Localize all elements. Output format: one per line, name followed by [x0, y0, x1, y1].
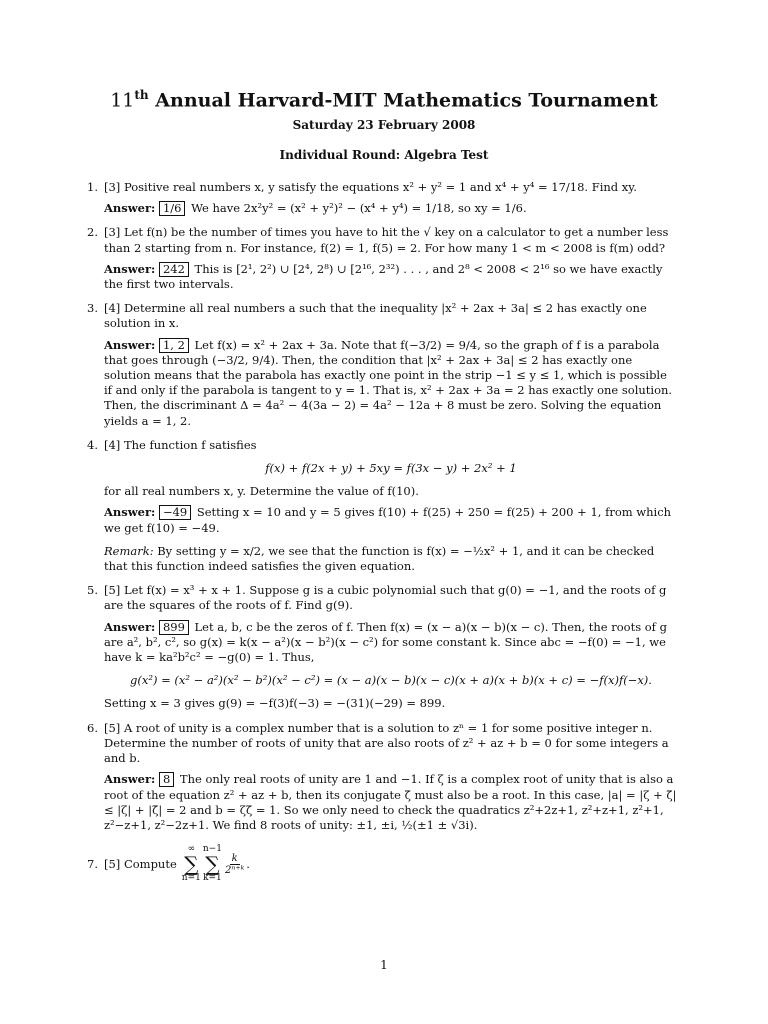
answer-label: Answer:	[104, 619, 156, 634]
answer-box: −49	[159, 505, 191, 520]
problem-statement: [3] Positive real numbers x, y satisfy the equations x² + y² = 1 and x⁴ + y⁴ = 17/18. Find xy.	[104, 180, 637, 194]
answer-conclusion: Setting x = 3 gives g(9) = −f(3)f(−3) = −(31)(−29) = 899.	[104, 696, 446, 711]
answer-block	[104, 338, 678, 429]
page-number: 1	[380, 958, 388, 972]
outer-sum	[182, 845, 201, 883]
answer-explanation: This is [2¹, 2²) ∪ [2⁴, 2⁸) ∪ [2¹⁶, 2³²) . . . , and 2⁸ < 2008 < 2¹⁶ so we have exactly the first two intervals.	[104, 261, 663, 292]
problem-statement: [3] Let f(n) be the number of times you have to hit the √ key on a calculator to get a number less than 2 starting from n. For instance, f(2) = 1, f(5) = 2. For how many 1 < m < 2008 is f(m) odd?	[104, 225, 669, 255]
display-equation: f(x) + f(2x + y) + 5xy = f(3x − y) + 2x² + 1	[265, 461, 517, 476]
answer-explanation: Let a, b, c be the zeros of f. Then f(x) = (x − a)(x − b)(x − c). Then, the roots of g are a², b², c², so g(x) = k(x − a²)(x − b²)(x − c²) for some constant k. Since abc = −f(0) = −1, we have k = ka²b²c² = −g(0) = 1. Thus,	[104, 619, 667, 665]
sigma-icon: ∑	[184, 852, 199, 877]
problems-list	[87, 180, 678, 892]
answer-label: Answer:	[104, 201, 156, 216]
answer-box: 1/6	[159, 201, 186, 216]
inner-sum-lower: k=1	[203, 873, 222, 884]
problem-statement: [5] A root of unity is a complex number that is a solution to zⁿ = 1 for some positive integer n. Determine the number of roots of unity that are also roots of z² + az + b = 0 for some integers a and b.	[104, 720, 669, 766]
answer-label: Answer:	[104, 505, 156, 520]
inner-sum-upper: n−1	[202, 844, 222, 855]
problem-2	[87, 225, 678, 292]
problem-4	[87, 437, 678, 574]
answer-box: 899	[159, 620, 189, 635]
fraction-numerator: k	[231, 852, 238, 864]
remark-block	[104, 544, 678, 574]
answer-block	[104, 262, 678, 292]
problem-number: 1.	[87, 180, 98, 194]
answer-block	[104, 620, 678, 666]
answer-explanation: We have 2x²y² = (x² + y²)² − (x⁴ + y⁴) = 1/18, so xy = 1/6.	[191, 201, 527, 216]
answer-explanation: Setting x = 10 and y = 5 gives f(10) + f(25) + 250 = f(25) + 200 + 1, from which we get f(10) = −49.	[104, 505, 672, 535]
problem-6	[87, 720, 678, 833]
problem-number: 5.	[87, 583, 98, 598]
problem-3	[87, 301, 678, 429]
answer-box: 8	[159, 772, 174, 787]
problem-statement: [4] Determine all real numbers a such that the inequality |x² + 2ax + 3a| ≤ 2 has exactly one solution in x.	[104, 301, 647, 331]
answer-label: Answer:	[104, 261, 156, 276]
problem-7	[87, 844, 678, 884]
problem-number: 6.	[87, 720, 98, 735]
display-equation: g(x²) = (x² − a²)(x² − b²)(x² − c²) = (x − a)(x − b)(x − c)(x + a)(x + b)(x + c) = −f(x)f(−x).	[130, 673, 652, 688]
event-date: Saturday 23 February 2008	[292, 118, 476, 132]
problem-5	[87, 583, 678, 711]
title-text: Annual Harvard-MIT Mathematics Tournament	[148, 89, 658, 112]
remark-label: Remark:	[104, 543, 154, 558]
problem-number: 2.	[87, 225, 98, 240]
problem-number: 3.	[87, 301, 98, 316]
problem-1	[87, 180, 678, 216]
answer-block	[104, 201, 678, 216]
answer-block	[104, 505, 678, 535]
outer-sum-upper: ∞	[187, 844, 196, 855]
title-number: 11	[110, 89, 135, 112]
page-title	[0, 88, 768, 111]
problem-number: 4.	[87, 437, 98, 452]
problem-statement-continued: for all real numbers x, y. Determine the value of f(10).	[104, 484, 419, 499]
remark-text: By setting y = x/2, we see that the function is f(x) = −½x² + 1, and it can be checked that this function indeed satisfies the given equation.	[104, 543, 655, 574]
problem-number: 7.	[87, 857, 98, 872]
problem-statement	[104, 845, 678, 883]
fraction-denominator: 2ⁿ⁺ᵏ	[224, 864, 245, 876]
double-summation	[181, 845, 250, 883]
outer-sum-lower: n=1	[181, 873, 201, 884]
summand-fraction	[225, 853, 244, 876]
answer-block	[104, 772, 678, 833]
answer-box: 1, 2	[159, 338, 189, 353]
inner-sum	[203, 845, 222, 883]
sigma-icon: ∑	[205, 852, 220, 877]
problem-text-end: .	[246, 856, 250, 871]
answer-box: 242	[159, 262, 189, 277]
problem-statement: [5] Let f(x) = x³ + x + 1. Suppose g is a cubic polynomial such that g(0) = −1, and the roots of g are the squares of the roots of f. Find g(9).	[104, 583, 667, 613]
problem-statement: [4] The function f satisfies	[104, 437, 257, 452]
answer-explanation: The only real roots of unity are 1 and −1. If ζ is a complex root of unity that is also a root of the equation z² + az + b, then its conjugate ζ̄ must also be a root. In this case, |a| = |ζ + ζ̄| ≤ |ζ| + |ζ̄| = 2 and b = ζζ̄ = 1. So we only need to check the quadratics z²+2z+1, z²+z+1, z²+1, z²−z+1, z²−2z+1. We find 8 roots of unity: ±1, ±i, ½(±1 ± √3i).	[104, 772, 677, 832]
title-ordinal: th	[134, 88, 149, 102]
answer-label: Answer:	[104, 337, 156, 352]
round-title: Individual Round: Algebra Test	[279, 148, 489, 162]
answer-explanation: Let f(x) = x² + 2ax + 3a. Note that f(−3/2) = 9/4, so the graph of f is a parabola that goes through (−3/2, 9/4). Then, the condition that |x² + 2ax + 3a| ≤ 2 has exactly one solution means that the parabola has exactly one point in the strip −1 ≤ y ≤ 1, which is possible if and only if the parabola is tangent to y = 1. That is, x² + 2ax + 3a = 2 has exactly one solution. Then, the discriminant Δ = 4a² − 4(3a − 2) = 4a² − 12a + 8 must be zero. Solving the equation yields a = 1, 2.	[104, 337, 673, 428]
answer-label: Answer:	[104, 772, 156, 787]
problem-text: [5] Compute	[104, 856, 177, 871]
